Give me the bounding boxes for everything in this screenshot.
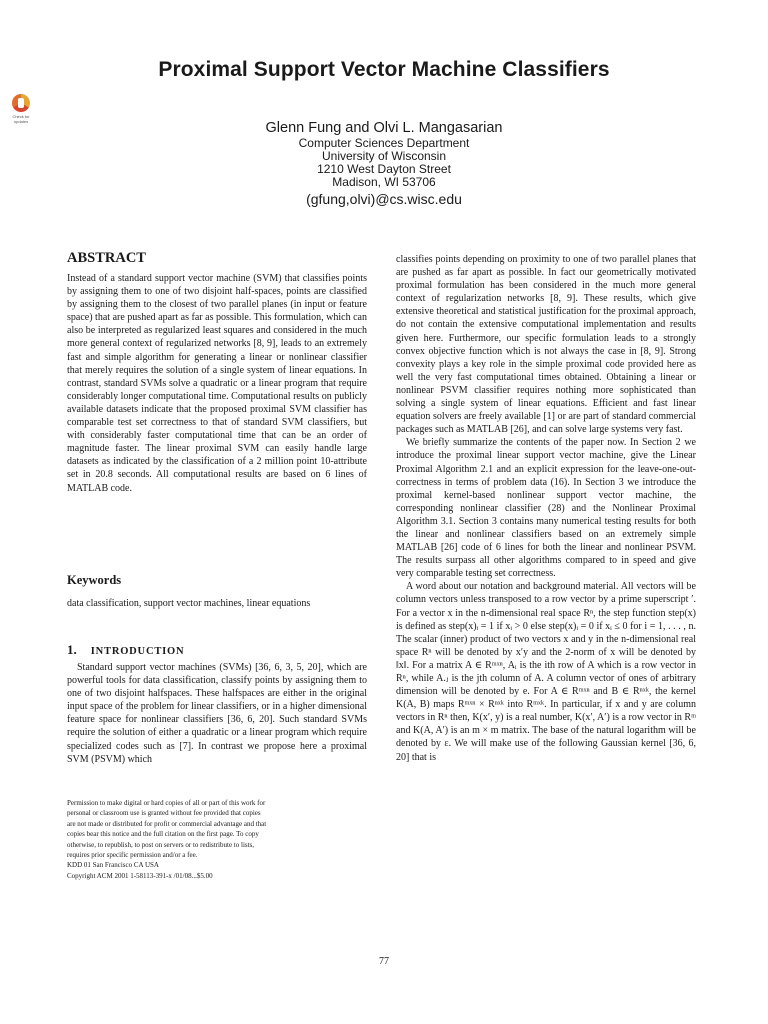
paper-title: Proximal Support Vector Machine Classifiers [158,58,610,81]
copyright-line: Copyright ACM 2001 1-58113-391-x /01/08...$5.00 [67,871,213,880]
abstract-body [67,272,367,495]
intro-heading [67,641,184,659]
conference-line: KDD 01 San Francisco CA USA [67,861,159,870]
abstract-heading: ABSTRACT [67,250,146,266]
keywords-text: data classification, support vector machines, linear equations [67,598,311,609]
permission-line: copies bear this notice and the full citation on the first page. To copy [67,830,259,839]
permission-line: requires prior specific permission and/or a fee. [67,851,198,860]
right-column [396,253,696,764]
badge-line-1: Check for [12,114,30,119]
intro-section-title: INTRODUCTION [90,646,185,657]
affiliation-line: 1210 West Dayton Street [317,162,451,176]
affiliation-line: Computer Sciences Department [298,136,470,150]
author-names: Glenn Fung and Olvi L. Mangasarian [265,120,503,136]
right-paragraph-3: A word about our notation and background material. All vectors will be column vectors unless transposed to a row vector by a prime superscript ′. For a vector x in the n-dimensional real space Rⁿ, the step function step(x) is defined as step(x)ᵢ = 1 if xᵢ > 0 else step(x)ᵢ = 0 if xᵢ ≤ 0 for i = 1, . . . , n. The scalar (inner) product of two vectors x and y in the n-dimensional real space Rⁿ will be denoted by x′y and the 2-norm of x will be denoted by ‖x‖. For a matrix A ∈ Rᵐˣⁿ, Aᵢ is the ith row of A which is a row vector in Rⁿ, while A.ⱼ is the jth column of A. A column vector of ones of arbitrary dimension will be denoted by e. For A ∈ Rᵐˣⁿ and B ∈ Rⁿˣᵏ, the kernel K(A, B) maps Rᵐˣⁿ × Rⁿˣᵏ into Rᵐˣᵏ. In particular, if x and y are column vectors in Rⁿ then, K(x′, y) is a real number, K(x′, A′) is a row vector in Rᵐ and K(A, A′) is an m × m matrix. The base of the natural logarithm will be denoted by ε. We will make use of the following Gaussian kernel [36, 6, 20] that is [396,581,696,763]
permission-line: personal or classroom use is granted without fee provided that copies [67,809,261,818]
permission-line: otherwise, to republish, to post on servers or to redistribute to lists, [67,840,255,849]
intro-section-number: 1. [67,642,77,657]
right-paragraph-2: We briefly summarize the contents of the paper now. In Section 2 we introduce the proximal linear support vector machine, give the Linear Proximal Algorithm 2.1 and an explicit expression for the leave-one-out-correctness in terms of problem data (16). In Section 3 we introduce the proximal kernel-based nonlinear support vector machine, the corresponding nonlinear classifier (28) and the Nonlinear Proximal Algorithm 3.1. Section 3 contains many numerical testing results for both the linear and nonlinear classifiers based on an extremely simple MATLAB [26] code of 6 lines for both the linear and nonlinear PSVM. The results surpass all other algorithms compared to in speed and give very comparable testing set correctness. [396,437,696,580]
keywords-heading: Keywords [67,573,122,587]
affiliation-line: University of Wisconsin [321,149,447,163]
permission-notice [67,798,367,881]
author-email[interactable]: (gfung,olvi)@cs.wisc.edu [306,191,462,207]
intro-text: Standard support vector machines (SVMs) [36, 6, 3, 5, 20], which are powerful tools for data classification, classify points by assigning them to one of two disjoint halfspaces. These halfspaces are either in the original input space of the problem for linear classifiers, or in a higher dimensional feature space for nonlinear classifiers [36, 6, 20]. Such standard SVMs require the solution of either a quadratic or a linear program which require specialized codes such as [7]. In contrast we propose here a proximal SVM (PSVM) which [67,662,367,765]
keywords-body [67,597,367,610]
right-paragraph-1: classifies points depending on proximity to one of two parallel planes that are pushed as far apart as possible. In fact our geometrically motivated proximal formulation has been considered in the much more general context of regularization networks [8, 9]. These results, which give extensive theoretical and statistical justification for the proximal approach, do not contain the extensive computational implementation and results given here. Furthermore, our specific formulation leads to a strongly convex objective function which is not always the case in [8, 9]. Strong convexity plays a key role in the simple proximal code provided here as well the very fast computational times obtained. Obtaining a linear or nonlinear PSVM classifier requires nothing more sophisticated than solving a single system of linear equations. Efficient and fast linear equation solvers are freely available [1] or are part of standard commercial packages such as MATLAB [26], and can solve large systems very fast. [396,254,696,436]
permission-line: are not made or distributed for profit or commercial advantage and that [67,819,267,828]
affiliation-line: Madison, WI 53706 [332,175,436,189]
permission-line: Permission to make digital or hard copies of all or part of this work for [67,799,266,807]
bookmark-icon [12,94,30,112]
abstract-text: Instead of a standard support vector machine (SVM) that classifies points by assigning them to one of two disjoint half-spaces, points are classified by assigning them to the closest of two parallel planes (in input or feature space) that are pushed apart as far as possible. This formulation, which can also be interpreted as regularized least squares and considered in the much more general context of regularized networks [8, 9], leads to an extremely fast and simple algorithm for generating a linear or nonlinear classifier that merely requires the solution of a single system of linear equations. In contrast, standard SVMs solve a quadratic or a linear program that require considerably longer computational time. Computational results on publicly available datasets indicate that the proposed proximal SVM classifier has comparable test set correctness to that of standard SVM classifiers, but with considerably faster computational time that can be an order of magnitude faster. The linear proximal SVM can easily handle large datasets as indicated by the classification of a 2 million point 10-attribute set in 20.8 seconds. All computational results are based on 6 lines of MATLAB code. [67,273,367,494]
badge-line-2: updates [13,119,29,124]
intro-body [67,661,367,766]
page-number: 77 [379,956,389,967]
